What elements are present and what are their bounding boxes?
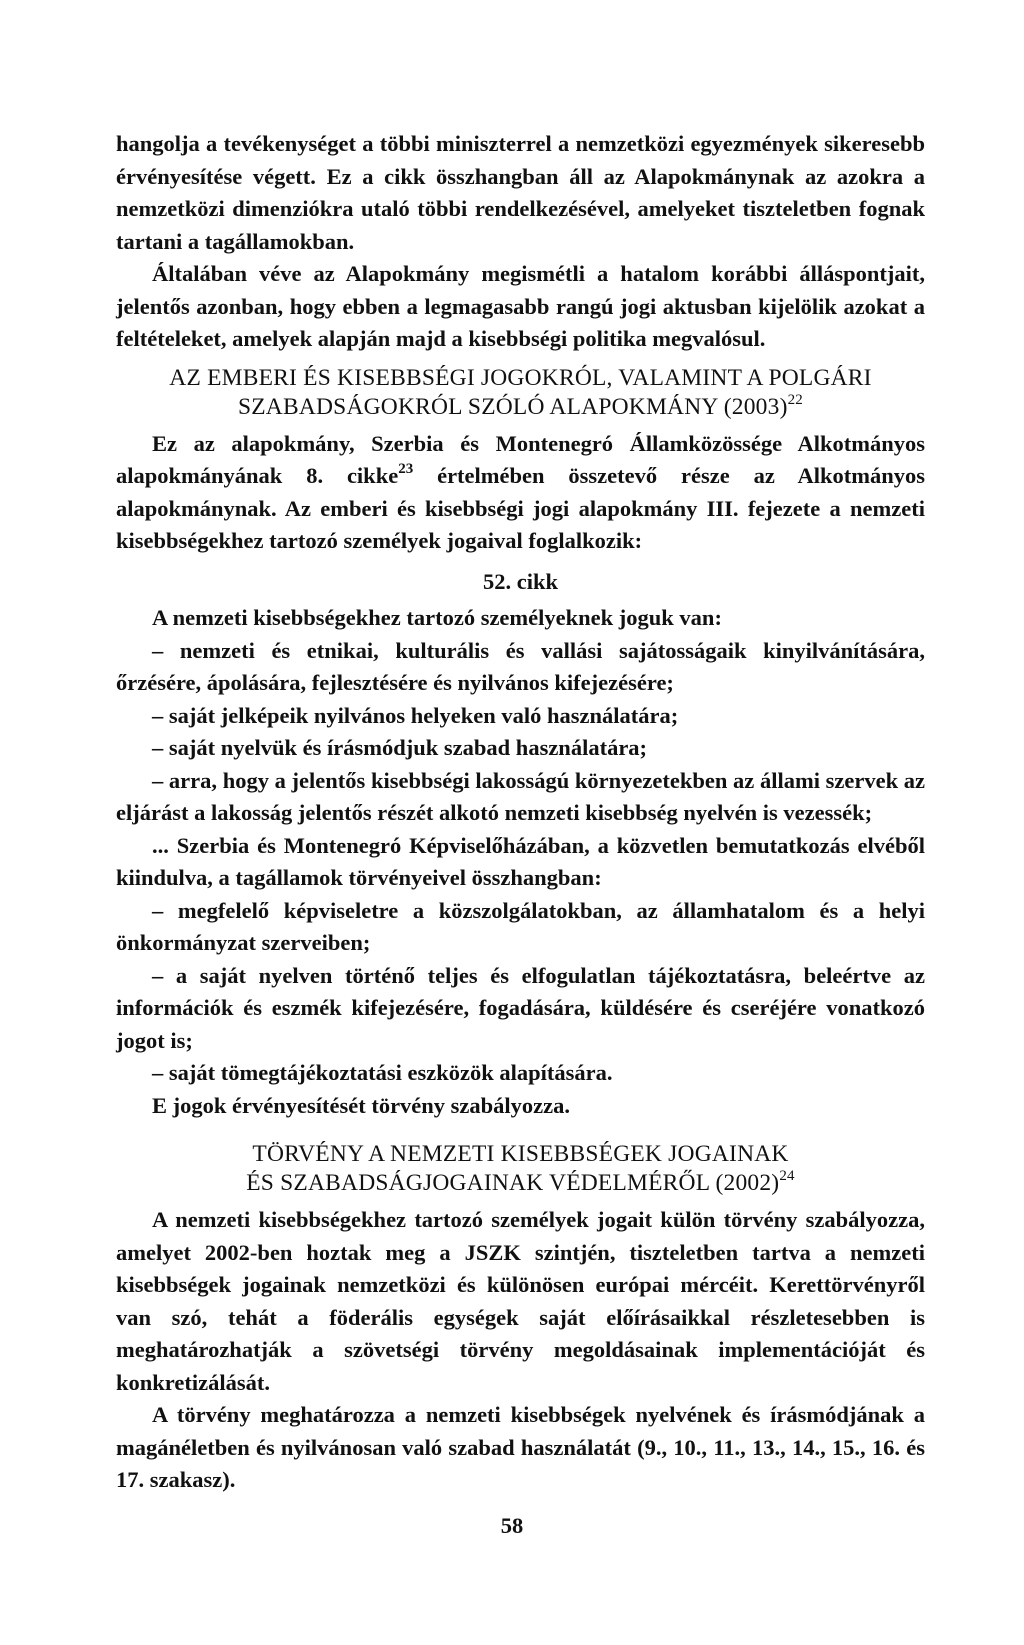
heading-line [116, 393, 925, 422]
footnote-ref: 23 [398, 461, 414, 477]
footnote-ref: 22 [787, 391, 804, 408]
list-item: – saját nyelvük és írásmódjuk szabad használatára; [152, 735, 648, 760]
body-text [116, 128, 925, 1497]
paragraph: A törvény meghatározza a nemzeti kisebbségek nyelvének és írásmódjának a magánéletben és nyilvánosan való szabad használatát (9., 10., 11., 13., 14., 15., 16. és 17. szakasz). [116, 1402, 925, 1492]
section-heading [116, 1140, 925, 1198]
list-item: – saját jelképeik nyilvános helyeken való használatára; [152, 702, 679, 728]
article-lead: A nemzeti kisebbségekhez tartozó személyeknek joguk van: [152, 605, 722, 630]
heading-line: TÖRVÉNY A NEMZETI KISEBBSÉGEK JOGAINAK [252, 1141, 789, 1167]
list-item: – nemzeti és etnikai, kulturális és vallási sajátosságaik kinyilvánítására, őrzésére, ápolására, fejlesztésére és nyilvános kifejezésére; [116, 637, 925, 695]
article-title: 52. cikk [482, 568, 558, 594]
closing-sentence: E jogok érvényesítését törvény szabályozza. [152, 1092, 571, 1118]
paragraph: hangolja a tevékenységet a többi miniszterrel a nemzetközi egyezmények sikeresebb érvényesítése végett. Ez a cikk összhangban áll az Alapokmánynak az azokra a nemzetközi dimenziókra utaló többi rendelkezésével, amelyeket tiszteletben fognak tartani a tagállamokban. [116, 131, 925, 254]
section-heading [116, 364, 925, 422]
list-item: – arra, hogy a jelentős kisebbségi lakosságú környezetekben az állami szervek az eljárást a lakosság jelentős részét alkotó nemzeti kisebbség nyelvén is vezessék; [116, 767, 925, 825]
heading-text: SZABADSÁGOKRÓL SZÓLÓ ALAPOKMÁNY (2003) [237, 393, 788, 420]
paragraph: Általában véve az Alapokmány megismétli a hatalom korábbi álláspontjait, jelentős azonban, hogy ebben a legmagasabb rangú jogi aktusban kijelölik azokat a feltételeket, amelyek alapján majd a kisebbségi politika megvalósul. [116, 261, 925, 351]
footnote-ref: 24 [779, 1168, 795, 1184]
list-item: – megfelelő képviseletre a közszolgálatokban, az államhatalom és a helyi önkormányzat szerveiben; [116, 897, 925, 955]
list-item: – a saját nyelven történő teljes és elfogulatlan tájékoztatásra, beleértve az információk és eszmék kifejezésére, fogadására, küldésére és cseréjére vonatkozó jogot is; [116, 962, 925, 1053]
list-item: – saját tömegtájékoztatási eszközök alapítására. [152, 1060, 613, 1085]
heading-line [116, 1169, 925, 1198]
paragraph [116, 428, 925, 558]
page-number: 58 [500, 1513, 524, 1538]
heading-text: ÉS SZABADSÁGJOGAINAK VÉDELMÉRŐL (2002) [246, 1170, 780, 1196]
heading-line: AZ EMBERI ÉS KISEBBSÉGI JOGOKRÓL, VALAMINT A POLGÁRI [169, 364, 872, 391]
list-item: ... Szerbia és Montenegró Képviselőházában, a közvetlen bemutatkozás elvéből kiindulva, a tagállamok törvényeivel összhangban: [116, 832, 925, 890]
paragraph-text: értelmében összetevő része az Alkotmányos alapokmánynak. Az emberi és kisebbségi jogi alapokmány III. fejezete a nemzeti kisebbségekhez tartozó személyek jogaival foglalkozik: [116, 463, 925, 553]
paragraph-text: Ez az alapokmány, Szerbia és Montenegró Államközössége Alkotmányos alapokmányának 8. cikke [116, 430, 925, 488]
paragraph: A nemzeti kisebbségekhez tartozó személyek jogait külön törvény szabályozza, amelyet 2002-ben hoztak meg a JSZK szintjén, tiszteletben tartva a nemzeti kisebbségek jogainak nemzetközi és különösen európai mércéit. Kerettörvényről van szó, tehát a föderális egységek saját előírásaikkal részletesebben is meghatározhatják a szövetségi törvény megoldásainak implementációját és konkretizálását. [116, 1207, 925, 1395]
